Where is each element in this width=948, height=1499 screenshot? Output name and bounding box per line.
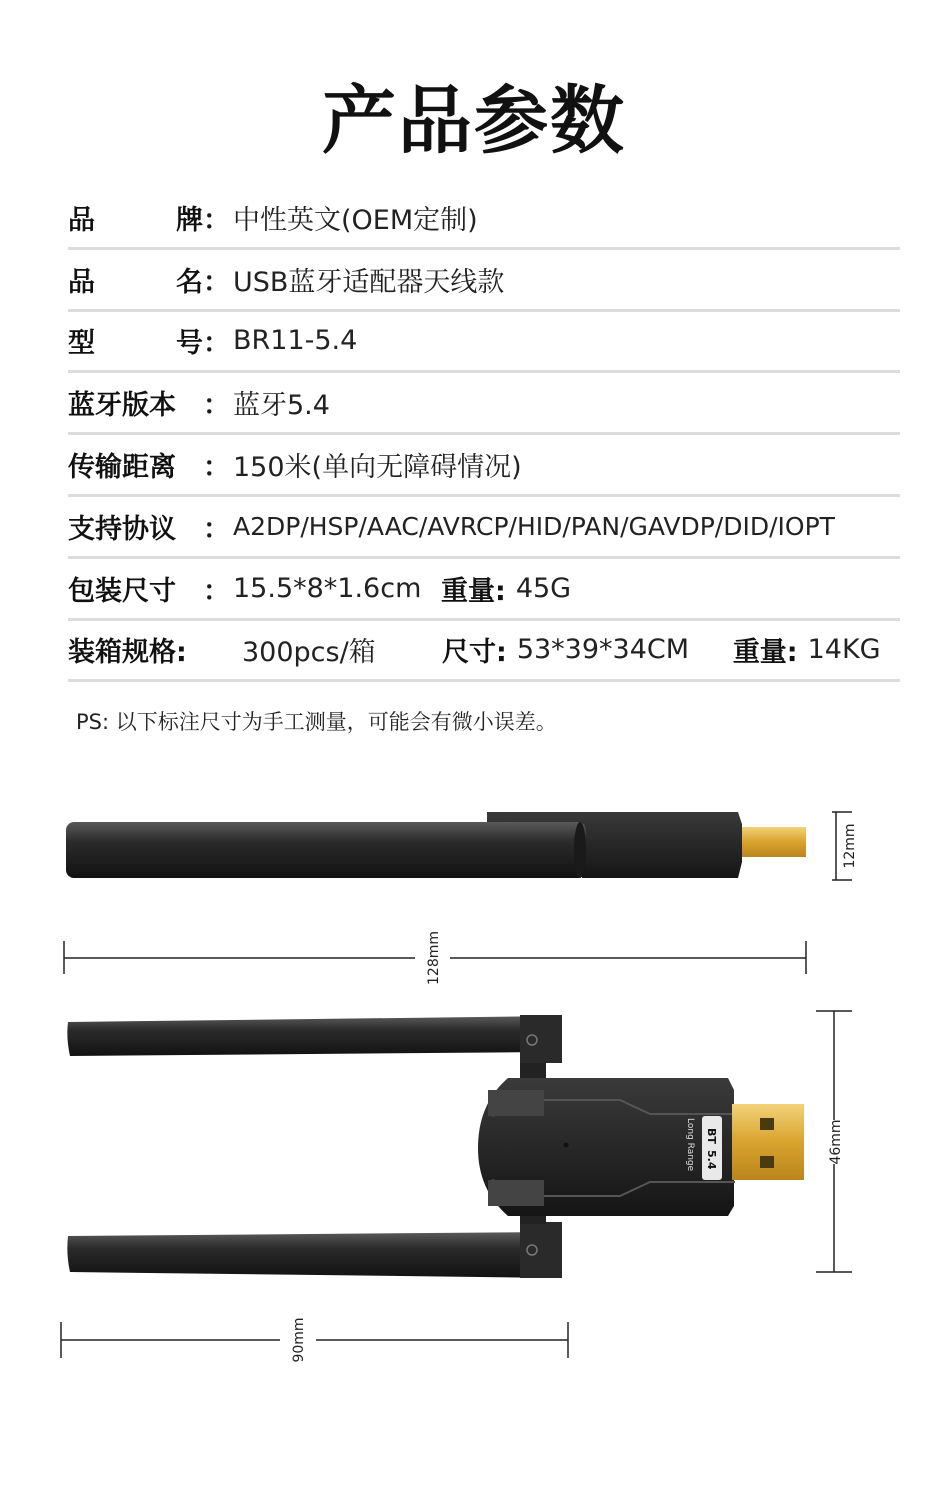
spec-label-bt-version: 蓝牙版本 — [68, 390, 176, 422]
dimension-label-46mm: 46mm — [828, 1119, 844, 1165]
spec-label-model-b: 号 — [176, 328, 203, 360]
spec-colon: ： — [203, 204, 230, 236]
spec-table — [68, 188, 900, 682]
spec-row-package — [68, 559, 900, 621]
spec-row-name — [68, 250, 900, 312]
dimension-length — [64, 931, 806, 985]
spec-value-package: 15.5*8*1.6cm — [233, 572, 422, 604]
spec-value-protocol: A2DP/HSP/AAC/AVRCP/HID/PAN/GAVDP/DID/IOPT — [233, 511, 835, 541]
antenna-side — [66, 822, 586, 878]
dimension-diagram — [0, 760, 948, 1499]
dimension-label-12mm: 12mm — [842, 823, 858, 869]
spec-value-carton-size: 53*39*34CM — [516, 634, 690, 666]
spec-row-carton — [68, 621, 900, 683]
spec-colon: ： — [203, 513, 230, 545]
spec-row-bt-version — [68, 373, 900, 435]
spec-colon: ： — [203, 266, 230, 298]
device-label — [685, 1116, 722, 1180]
spec-label-distance: 传输距离 — [68, 452, 176, 484]
usb-plug-side — [740, 827, 806, 857]
spec-row-brand — [68, 188, 900, 250]
antenna-lower — [67, 1232, 562, 1278]
device-label-version: 5.4 — [705, 1150, 718, 1170]
spec-value-name: USB蓝牙适配器天线款 — [233, 266, 505, 298]
spec-label-name-b: 名 — [176, 266, 203, 298]
device-label-bt: BT — [705, 1128, 718, 1144]
spec-label-carton-weight: 重量: — [732, 637, 798, 669]
spec-label-carton-size: 尺寸: — [442, 637, 507, 669]
dimension-label-90mm: 90mm — [291, 1317, 307, 1363]
spec-value-bt-version: 蓝牙5.4 — [233, 390, 330, 422]
spec-value-brand: 中性英文(OEM定制) — [233, 204, 478, 236]
spec-value-package-weight: 45G — [515, 572, 572, 604]
spec-label-name-a: 品 — [68, 266, 95, 298]
spec-label-package-weight: 重量: — [441, 575, 506, 607]
dimension-label-128mm: 128mm — [426, 931, 442, 985]
antenna-upper — [67, 1016, 562, 1056]
spec-label-package: 包装尺寸 — [68, 575, 176, 607]
spec-row-protocol — [68, 497, 900, 559]
spec-value-model: BR11-5.4 — [233, 325, 358, 357]
page-title: 产品参数 — [322, 78, 626, 164]
device-label-range: Long Range — [685, 1118, 695, 1172]
usb-plug-top — [732, 1104, 804, 1180]
spec-row-model — [68, 312, 900, 374]
spec-value-carton-weight: 14KG — [807, 634, 881, 666]
spec-label-brand-b: 牌 — [176, 204, 203, 236]
measurement-note: PS: 以下标注尺寸为手工测量，可能会有微小误差。 — [76, 710, 557, 734]
device-top-view — [67, 1015, 804, 1278]
spec-label-model-a: 型 — [68, 328, 95, 360]
spec-value-carton: 300pcs/箱 — [242, 637, 376, 669]
dimension-antenna — [61, 1317, 568, 1362]
dimension-width — [816, 1011, 852, 1272]
spec-label-carton: 装箱规格: — [68, 637, 187, 669]
spec-colon: ： — [203, 328, 230, 360]
device-side-view — [66, 812, 806, 878]
spec-value-distance: 150米(单向无障碍情况) — [233, 452, 522, 484]
spec-colon: ： — [203, 390, 230, 422]
spec-colon: ： — [203, 452, 230, 484]
dimension-height — [832, 812, 858, 880]
spec-label-brand-a: 品 — [68, 204, 95, 236]
spec-colon: ： — [203, 575, 230, 607]
spec-row-distance — [68, 435, 900, 497]
spec-label-protocol: 支持协议 — [68, 513, 176, 545]
